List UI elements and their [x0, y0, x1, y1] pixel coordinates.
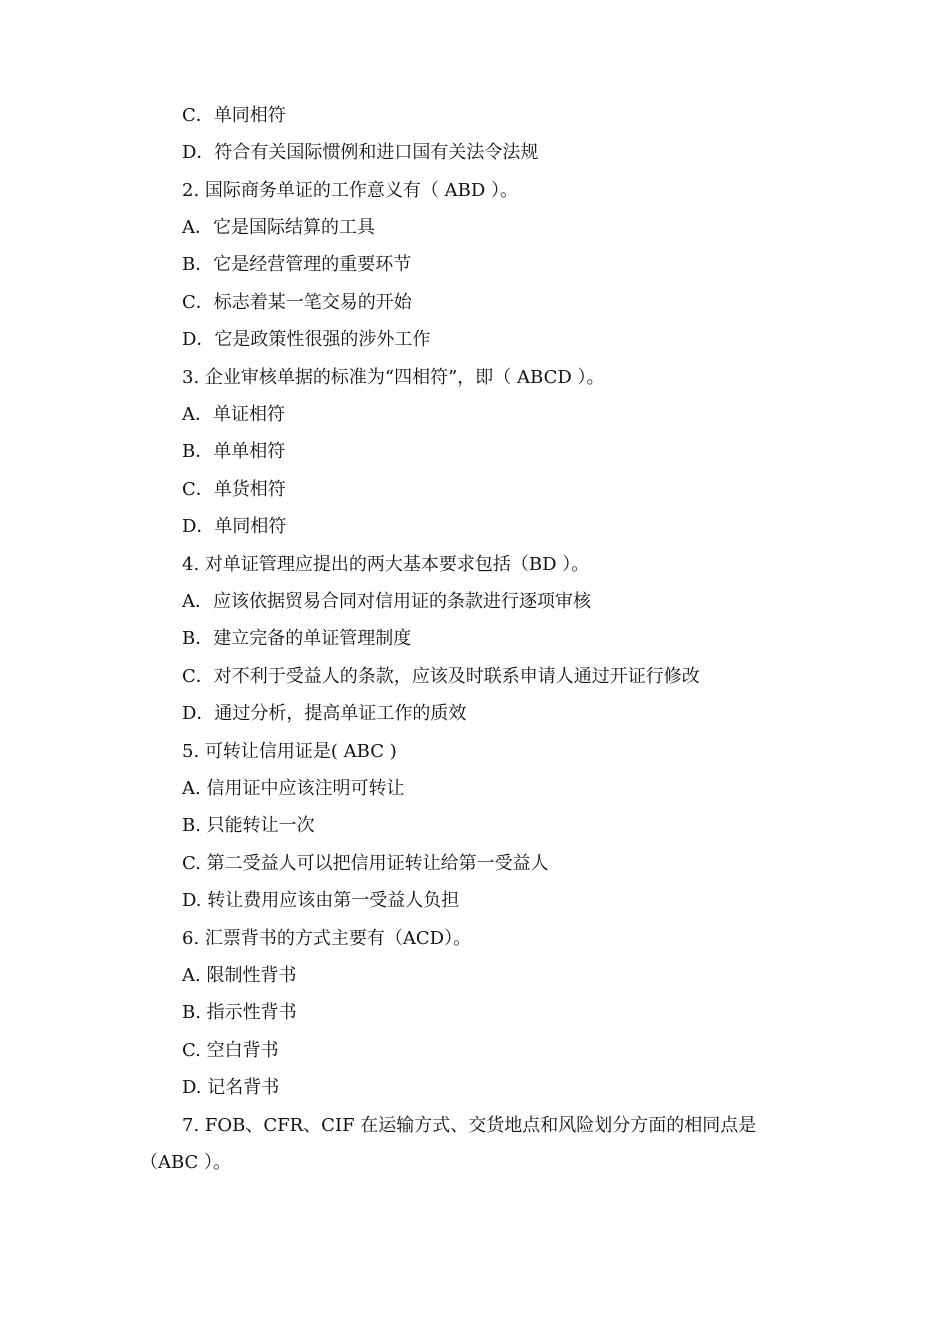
question-5-option-a: A. 信用证中应该注明可转让: [182, 778, 405, 799]
question-6-option-d: D. 记名背书: [182, 1077, 280, 1098]
question-3-option-c: C．单货相符: [182, 479, 286, 500]
question-4: 4. 对单证管理应提出的两大基本要求包括（BD ）。: [182, 554, 590, 575]
question-5-option-c: C. 第二受益人可以把信用证转让给第一受益人: [182, 853, 549, 874]
question-4-option-b: B．建立完备的单证管理制度: [182, 628, 412, 649]
option-c-line: C．单同相符: [182, 105, 286, 126]
question-2-option-c: C．标志着某一笔交易的开始: [182, 292, 412, 313]
question-3: 3. 企业审核单据的标准为“四相符”，即（ ABCD ）。: [182, 367, 605, 388]
question-2: 2. 国际商务单证的工作意义有（ ABD ）。: [182, 180, 518, 201]
question-6-option-c: C. 空白背书: [182, 1040, 279, 1061]
question-5-option-d: D. 转让费用应该由第一受益人负担: [182, 890, 460, 911]
question-2-option-a: A．它是国际结算的工具: [182, 217, 375, 238]
question-2-option-d: D．它是政策性很强的涉外工作: [182, 329, 431, 350]
question-6: 6. 汇票背书的方式主要有（ACD）。: [182, 928, 472, 949]
question-4-option-a: A．应该依据贸易合同对信用证的条款进行逐项审核: [182, 591, 591, 612]
question-5: 5. 可转让信用证是( ABC ): [182, 741, 397, 762]
question-3-option-a: A．单证相符: [182, 404, 285, 425]
question-6-option-b: B. 指示性背书: [182, 1002, 297, 1023]
question-4-option-c: C．对不利于受益人的条款，应该及时联系申请人通过开证行修改: [182, 666, 700, 687]
question-3-option-b: B．单单相符: [182, 441, 286, 462]
option-d-line: D．符合有关国际惯例和进口国有关法令法规: [182, 142, 539, 163]
question-5-option-b: B. 只能转让一次: [182, 815, 315, 836]
question-3-option-d: D．单同相符: [182, 516, 287, 537]
question-6-option-a: A. 限制性背书: [182, 965, 297, 986]
question-4-option-d: D．通过分析，提高单证工作的质效: [182, 703, 467, 724]
question-2-option-b: B．它是经营管理的重要环节: [182, 254, 412, 275]
question-7: 7. FOB、CFR、CIF 在运输方式、交货地点和风险划分方面的相同点是: [182, 1115, 757, 1136]
question-7-continuation: （ABC ）。: [140, 1152, 232, 1173]
